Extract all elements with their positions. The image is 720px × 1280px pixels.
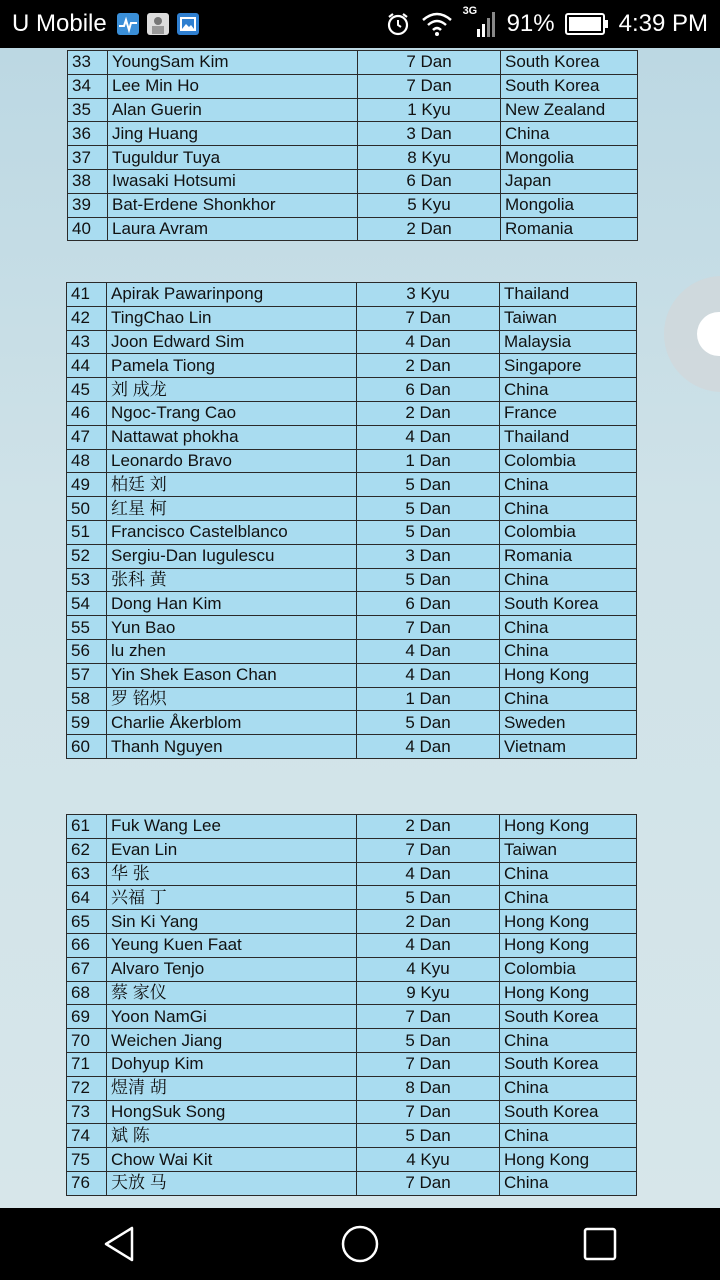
table-row xyxy=(67,663,637,687)
battery-percent: 91% xyxy=(506,10,555,37)
cell-country: China xyxy=(500,886,637,910)
table-row xyxy=(68,74,638,98)
cell-country: Hong Kong xyxy=(500,1148,637,1172)
table-row xyxy=(67,449,637,473)
cell-player-name: Iwasaki Hotsumi xyxy=(108,169,358,193)
photo-app-icon xyxy=(147,13,169,35)
cell-rank: 1 Dan xyxy=(357,449,500,473)
table-row xyxy=(67,1052,637,1076)
cell-player-name: HongSuk Song xyxy=(107,1100,357,1124)
table-row xyxy=(68,193,638,217)
table-row xyxy=(67,711,637,735)
cell-player-name: Leonardo Bravo xyxy=(107,449,357,473)
cell-player-name: 斌 陈 xyxy=(107,1124,357,1148)
cell-number: 52 xyxy=(67,544,107,568)
cell-player-name: Bat-Erdene Shonkhor xyxy=(108,193,358,217)
cell-number: 57 xyxy=(67,663,107,687)
table-row xyxy=(67,520,637,544)
cell-rank: 5 Dan xyxy=(357,1124,500,1148)
alarm-icon xyxy=(385,11,411,37)
cell-rank: 6 Dan xyxy=(357,378,500,402)
table-row xyxy=(67,1029,637,1053)
table-section xyxy=(66,282,636,759)
cell-number: 64 xyxy=(67,886,107,910)
cell-player-name: Charlie Åkerblom xyxy=(107,711,357,735)
cell-rank: 2 Dan xyxy=(357,815,500,839)
table-row xyxy=(67,1100,637,1124)
floating-button-dot xyxy=(697,312,720,356)
cell-player-name: 张科 黄 xyxy=(107,568,357,592)
back-icon xyxy=(102,1224,138,1264)
player-rank-table xyxy=(66,814,637,1196)
table-row xyxy=(67,378,637,402)
cell-number: 42 xyxy=(67,306,107,330)
table-row xyxy=(67,330,637,354)
cell-player-name: Thanh Nguyen xyxy=(107,735,357,759)
cell-player-name: 华 张 xyxy=(107,862,357,886)
cell-rank: 4 Dan xyxy=(357,862,500,886)
cell-rank: 7 Dan xyxy=(357,616,500,640)
cell-country: Hong Kong xyxy=(500,815,637,839)
table-row xyxy=(68,51,638,75)
wifi-icon xyxy=(421,11,453,37)
cell-rank: 5 Dan xyxy=(357,497,500,521)
cell-number: 46 xyxy=(67,401,107,425)
table-row xyxy=(67,401,637,425)
cell-player-name: Apirak Pawarinpong xyxy=(107,283,357,307)
cell-number: 33 xyxy=(68,51,108,75)
cell-number: 76 xyxy=(67,1171,107,1195)
cell-number: 39 xyxy=(68,193,108,217)
cell-number: 63 xyxy=(67,862,107,886)
cell-rank: 7 Dan xyxy=(357,838,500,862)
cell-player-name: lu zhen xyxy=(107,639,357,663)
cell-country: Colombia xyxy=(500,957,637,981)
cell-number: 68 xyxy=(67,981,107,1005)
table-row xyxy=(68,122,638,146)
cell-rank: 3 Kyu xyxy=(357,283,500,307)
cell-rank: 3 Dan xyxy=(357,544,500,568)
cell-country: Romania xyxy=(500,544,637,568)
cell-country: Taiwan xyxy=(500,838,637,862)
table-row xyxy=(67,354,637,378)
cell-country: Vietnam xyxy=(500,735,637,759)
table-row xyxy=(68,98,638,122)
cell-number: 34 xyxy=(68,74,108,98)
cell-country: China xyxy=(500,568,637,592)
table-row xyxy=(67,933,637,957)
cell-rank: 7 Dan xyxy=(357,306,500,330)
cell-country: Hong Kong xyxy=(500,910,637,934)
cell-rank: 1 Dan xyxy=(357,687,500,711)
table-row xyxy=(67,283,637,307)
recents-button[interactable] xyxy=(560,1208,640,1280)
cell-country: South Korea xyxy=(500,1052,637,1076)
cell-rank: 4 Dan xyxy=(357,735,500,759)
cell-number: 44 xyxy=(67,354,107,378)
cell-country: South Korea xyxy=(500,1100,637,1124)
cell-rank: 7 Dan xyxy=(357,1171,500,1195)
cell-player-name: Nattawat phokha xyxy=(107,425,357,449)
cell-player-name: Sergiu-Dan Iugulescu xyxy=(107,544,357,568)
cell-country: South Korea xyxy=(501,51,638,75)
cell-rank: 3 Dan xyxy=(358,122,501,146)
cell-player-name: Ngoc-Trang Cao xyxy=(107,401,357,425)
cell-player-name: Evan Lin xyxy=(107,838,357,862)
cell-rank: 9 Kyu xyxy=(357,981,500,1005)
table-row xyxy=(67,639,637,663)
table-row xyxy=(67,616,637,640)
cell-country: China xyxy=(500,862,637,886)
cell-player-name: TingChao Lin xyxy=(107,306,357,330)
cell-country: China xyxy=(501,122,638,146)
cell-player-name: Yoon NamGi xyxy=(107,1005,357,1029)
network-type: 3G xyxy=(462,5,478,17)
cell-rank: 7 Dan xyxy=(357,1005,500,1029)
cell-country: Mongolia xyxy=(501,146,638,170)
cell-number: 62 xyxy=(67,838,107,862)
cell-player-name: 红星 柯 xyxy=(107,497,357,521)
cell-player-name: Alan Guerin xyxy=(108,98,358,122)
cell-player-name: 刘 成龙 xyxy=(107,378,357,402)
cell-number: 49 xyxy=(67,473,107,497)
cell-rank: 7 Dan xyxy=(357,1052,500,1076)
table-row xyxy=(67,1076,637,1100)
cell-rank: 5 Dan xyxy=(357,520,500,544)
cell-number: 45 xyxy=(67,378,107,402)
home-icon xyxy=(340,1224,380,1264)
cell-country: Colombia xyxy=(500,449,637,473)
cell-rank: 2 Dan xyxy=(357,401,500,425)
cell-rank: 6 Dan xyxy=(357,592,500,616)
cell-rank: 5 Kyu xyxy=(358,193,501,217)
cell-number: 37 xyxy=(68,146,108,170)
cell-number: 75 xyxy=(67,1148,107,1172)
table-row xyxy=(67,568,637,592)
cell-number: 58 xyxy=(67,687,107,711)
cell-player-name: Tuguldur Tuya xyxy=(108,146,358,170)
cell-country: China xyxy=(500,1029,637,1053)
cell-number: 53 xyxy=(67,568,107,592)
cell-rank: 5 Dan xyxy=(357,1029,500,1053)
pulse-app-icon xyxy=(117,13,139,35)
status-bar xyxy=(0,0,720,48)
cell-number: 67 xyxy=(67,957,107,981)
cell-country: Hong Kong xyxy=(500,663,637,687)
cell-country: Romania xyxy=(501,217,638,241)
cell-country: China xyxy=(500,687,637,711)
table-row xyxy=(67,735,637,759)
cell-rank: 2 Dan xyxy=(357,354,500,378)
cell-number: 74 xyxy=(67,1124,107,1148)
cell-number: 72 xyxy=(67,1076,107,1100)
cell-number: 69 xyxy=(67,1005,107,1029)
table-row xyxy=(68,169,638,193)
cell-country: Singapore xyxy=(500,354,637,378)
cell-country: Mongolia xyxy=(501,193,638,217)
cell-number: 59 xyxy=(67,711,107,735)
cell-number: 66 xyxy=(67,933,107,957)
cell-number: 43 xyxy=(67,330,107,354)
table-row xyxy=(68,146,638,170)
cell-number: 47 xyxy=(67,425,107,449)
cell-number: 56 xyxy=(67,639,107,663)
cell-player-name: Weichen Jiang xyxy=(107,1029,357,1053)
cell-number: 36 xyxy=(68,122,108,146)
cell-number: 71 xyxy=(67,1052,107,1076)
cell-country: China xyxy=(500,1171,637,1195)
cell-number: 41 xyxy=(67,283,107,307)
cell-country: China xyxy=(500,378,637,402)
cell-rank: 4 Dan xyxy=(357,425,500,449)
table-section xyxy=(66,814,636,1196)
cell-rank: 4 Dan xyxy=(357,663,500,687)
table-row xyxy=(67,592,637,616)
cell-rank: 7 Dan xyxy=(357,1100,500,1124)
cell-rank: 4 Kyu xyxy=(357,957,500,981)
cell-rank: 2 Dan xyxy=(357,910,500,934)
cell-country: China xyxy=(500,616,637,640)
cell-rank: 5 Dan xyxy=(357,711,500,735)
cell-player-name: 兴福 丁 xyxy=(107,886,357,910)
clock: 4:39 PM xyxy=(618,10,708,37)
cell-player-name: Pamela Tiong xyxy=(107,354,357,378)
cell-rank: 5 Dan xyxy=(357,568,500,592)
cell-player-name: 天放 马 xyxy=(107,1171,357,1195)
cell-number: 70 xyxy=(67,1029,107,1053)
cell-country: China xyxy=(500,473,637,497)
table-row xyxy=(67,473,637,497)
table-row xyxy=(67,687,637,711)
table-section xyxy=(67,50,637,241)
table-row xyxy=(67,544,637,568)
cell-rank: 5 Dan xyxy=(357,886,500,910)
cell-country: New Zealand xyxy=(501,98,638,122)
cell-country: China xyxy=(500,1076,637,1100)
cell-country: South Korea xyxy=(501,74,638,98)
cell-rank: 4 Dan xyxy=(357,639,500,663)
document-view[interactable] xyxy=(0,48,720,1208)
cell-rank: 6 Dan xyxy=(358,169,501,193)
battery-icon xyxy=(565,12,609,36)
cell-rank: 2 Dan xyxy=(358,217,501,241)
cell-number: 38 xyxy=(68,169,108,193)
cell-country: Thailand xyxy=(500,425,637,449)
cell-number: 40 xyxy=(68,217,108,241)
cell-number: 55 xyxy=(67,616,107,640)
cell-player-name: Lee Min Ho xyxy=(108,74,358,98)
table-row xyxy=(68,217,638,241)
cell-player-name: Sin Ki Yang xyxy=(107,910,357,934)
cell-rank: 8 Kyu xyxy=(358,146,501,170)
table-row xyxy=(67,1148,637,1172)
cell-rank: 1 Kyu xyxy=(358,98,501,122)
cell-country: Japan xyxy=(501,169,638,193)
cell-rank: 4 Dan xyxy=(357,933,500,957)
table-row xyxy=(67,306,637,330)
cell-rank: 8 Dan xyxy=(357,1076,500,1100)
cell-country: France xyxy=(500,401,637,425)
cell-country: Thailand xyxy=(500,283,637,307)
player-rank-table xyxy=(66,282,637,759)
table-row xyxy=(67,497,637,521)
cell-country: Taiwan xyxy=(500,306,637,330)
table-row xyxy=(67,1171,637,1195)
cell-player-name: Laura Avram xyxy=(108,217,358,241)
cell-number: 73 xyxy=(67,1100,107,1124)
home-button[interactable] xyxy=(320,1208,400,1280)
cell-country: Hong Kong xyxy=(500,933,637,957)
table-row xyxy=(67,1005,637,1029)
table-row xyxy=(67,981,637,1005)
cell-player-name: Dong Han Kim xyxy=(107,592,357,616)
table-row xyxy=(67,838,637,862)
table-row xyxy=(67,910,637,934)
cell-rank: 4 Dan xyxy=(357,330,500,354)
cell-number: 51 xyxy=(67,520,107,544)
cell-number: 54 xyxy=(67,592,107,616)
table-row xyxy=(67,862,637,886)
cell-rank: 5 Dan xyxy=(357,473,500,497)
table-row xyxy=(67,425,637,449)
cell-country: Colombia xyxy=(500,520,637,544)
cell-player-name: Dohyup Kim xyxy=(107,1052,357,1076)
cell-player-name: 罗 铭炽 xyxy=(107,687,357,711)
cell-player-name: Joon Edward Sim xyxy=(107,330,357,354)
carrier-name: U Mobile xyxy=(12,10,107,37)
cell-player-name: YoungSam Kim xyxy=(108,51,358,75)
cell-player-name: Alvaro Tenjo xyxy=(107,957,357,981)
cell-rank: 4 Kyu xyxy=(357,1148,500,1172)
table-row xyxy=(67,1124,637,1148)
cell-player-name: 柏廷 刘 xyxy=(107,473,357,497)
cell-number: 35 xyxy=(68,98,108,122)
back-button[interactable] xyxy=(80,1208,160,1280)
cell-country: China xyxy=(500,639,637,663)
table-row xyxy=(67,886,637,910)
cell-country: South Korea xyxy=(500,592,637,616)
cell-player-name: Jing Huang xyxy=(108,122,358,146)
cell-country: Hong Kong xyxy=(500,981,637,1005)
cell-country: China xyxy=(500,497,637,521)
cell-player-name: Yun Bao xyxy=(107,616,357,640)
player-rank-table xyxy=(67,50,638,241)
cell-rank: 7 Dan xyxy=(358,74,501,98)
navigation-bar xyxy=(0,1208,720,1280)
cell-number: 48 xyxy=(67,449,107,473)
cell-player-name: 煜清 胡 xyxy=(107,1076,357,1100)
cell-country: South Korea xyxy=(500,1005,637,1029)
cell-country: Sweden xyxy=(500,711,637,735)
cell-number: 60 xyxy=(67,735,107,759)
floating-assistive-button[interactable] xyxy=(664,276,720,392)
cell-number: 50 xyxy=(67,497,107,521)
cell-player-name: Yin Shek Eason Chan xyxy=(107,663,357,687)
cell-player-name: Yeung Kuen Faat xyxy=(107,933,357,957)
cell-player-name: Francisco Castelblanco xyxy=(107,520,357,544)
gallery-app-icon xyxy=(177,13,199,35)
table-row xyxy=(67,957,637,981)
cell-player-name: Fuk Wang Lee xyxy=(107,815,357,839)
cell-country: Malaysia xyxy=(500,330,637,354)
table-row xyxy=(67,815,637,839)
cell-player-name: Chow Wai Kit xyxy=(107,1148,357,1172)
cell-country: China xyxy=(500,1124,637,1148)
cell-player-name: 蔡 家仪 xyxy=(107,981,357,1005)
cell-number: 61 xyxy=(67,815,107,839)
cell-number: 65 xyxy=(67,910,107,934)
recents-icon xyxy=(582,1226,618,1262)
signal-icon xyxy=(462,5,497,39)
cell-rank: 7 Dan xyxy=(358,51,501,75)
